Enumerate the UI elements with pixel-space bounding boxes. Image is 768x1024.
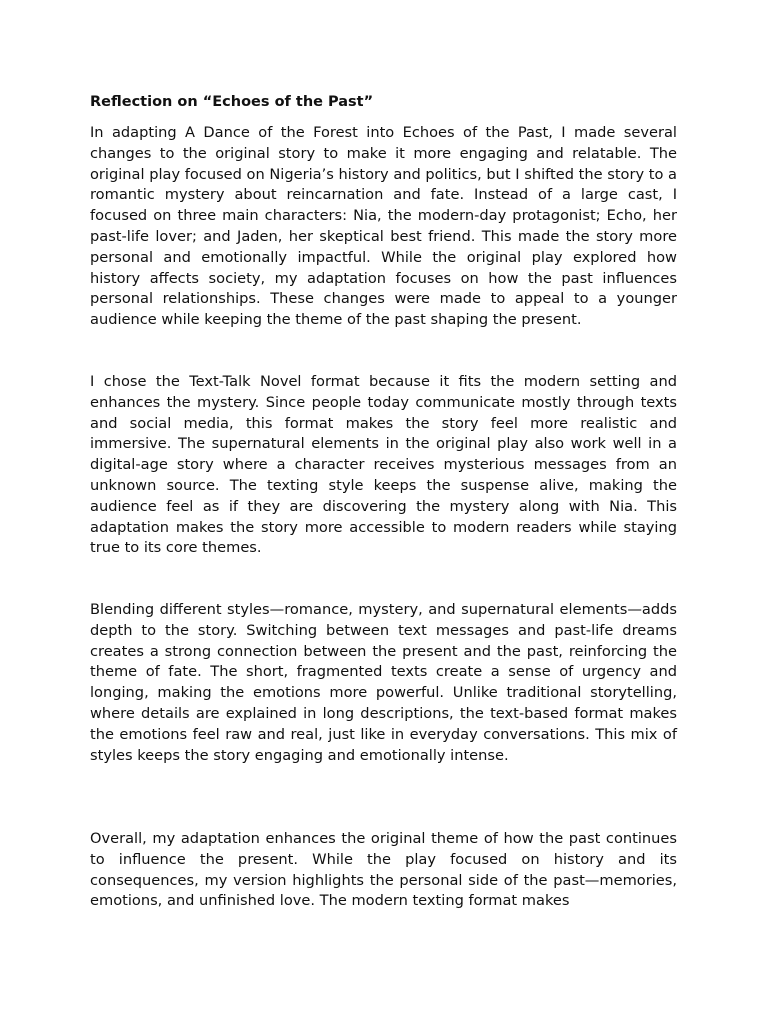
document-title: Reflection on “Echoes of the Past” bbox=[90, 94, 374, 110]
paragraph-styles: Blending different styles—romance, mystery, and supernatural elements—adds depth to the story. Switching between text messages and past-life dreams creates a strong connection between the present and the past, reinforcing the theme of fate. The short, fragmented texts create a sense of urgency and longing, making the emotions more powerful. Unlike traditional storytelling, where details are explained in long descriptions, the text-based format makes the emotions feel raw and real, just like in everyday conversations. This mix of styles keeps the story engaging and emotionally intense. bbox=[90, 601, 677, 764]
paragraph-overall: Overall, my adaptation enhances the original theme of how the past continues to influence the present. While the play focused on history and its consequences, my version highlights the personal side of the past—memories, emotions, and unfinished love. The modern texting format makes bbox=[90, 830, 677, 910]
paragraph-changes: In adapting A Dance of the Forest into Echoes of the Past, I made several changes to the original story to make it more engaging and relatable. The original play focused on Nigeria’s history and politics, but I shifted the story to a romantic mystery about reincarnation and fate. Instead of a large cast, I focused on three main characters: Nia, the modern-day protagonist; Echo, her past-life lover; and Jaden, her skeptical best friend. This made the story more personal and emotionally impactful. While the original play explored how history affects society, my adaptation focuses on how the past influences personal relationships. These changes were made to appeal to a younger audience while keeping the theme of the past shaping the present. bbox=[90, 124, 677, 329]
paragraph-format: I chose the Text-Talk Novel format because it fits the modern setting and enhances the mystery. Since people today communicate mostly through texts and social media, this format makes the story feel more realistic and immersive. The supernatural elements in the original play also work well in a digital-age story where a character receives mysterious messages from an unknown source. The texting style keeps the suspense alive, making the audience feel as if they are discovering the mystery along with Nia. This adaptation makes the story more accessible to modern readers while staying true to its core themes. bbox=[90, 373, 677, 557]
